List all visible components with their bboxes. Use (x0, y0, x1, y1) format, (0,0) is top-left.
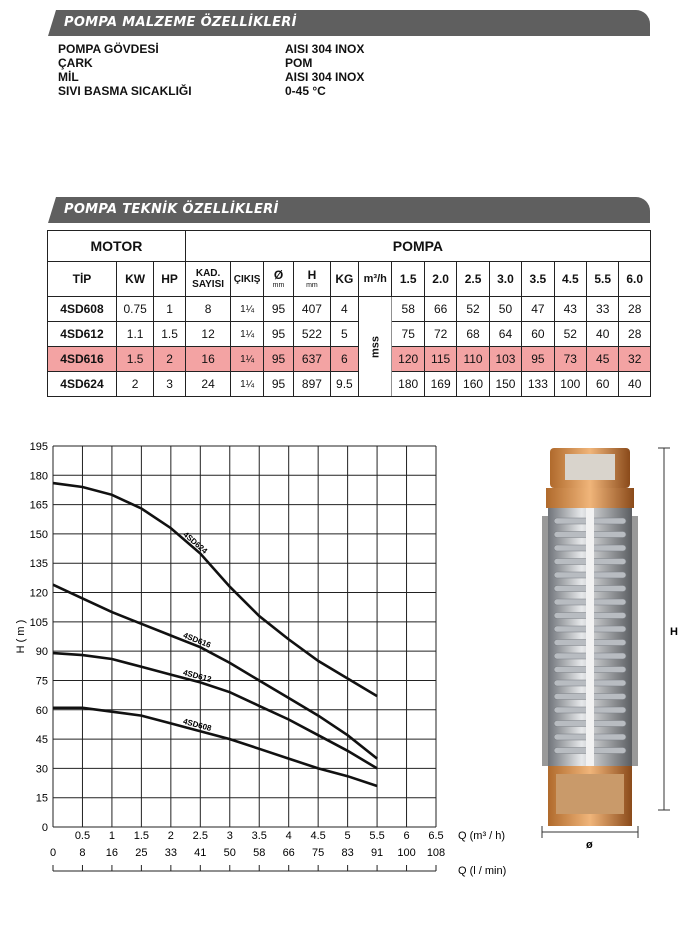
x-tick-label-lmin: 16 (105, 847, 119, 859)
cell-kw: 0.75 (116, 297, 153, 322)
cell-hp: 1 (154, 297, 185, 322)
x-tick-label-m3h: 3 (226, 830, 233, 842)
cell-cikis: 1¼ (231, 372, 263, 397)
series-label: 4SD612 (182, 667, 213, 685)
cell-head-value: 28 (619, 322, 651, 347)
cell-head-value: 73 (554, 347, 586, 372)
y-tick-label: 120 (29, 587, 48, 600)
table-row (48, 297, 651, 322)
x-axis-label-m3h: Q (m³ / h) (458, 830, 506, 842)
cell-head-value: 50 (489, 297, 521, 322)
flow-header: 4.5 (554, 262, 586, 297)
x-tick-label-lmin: 0 (49, 847, 57, 859)
cell-kg: 4 (330, 297, 358, 322)
material-key: SIVI BASMA SICAKLIĞI (58, 84, 192, 98)
cell-cikis: 1¼ (231, 297, 263, 322)
x-tick-label-m3h: 3.5 (251, 830, 267, 842)
y-tick-label: 0 (41, 822, 48, 834)
cell-head-value: 110 (457, 347, 489, 372)
cell-head-value: 169 (424, 372, 456, 397)
cell-head-value: 40 (587, 322, 619, 347)
cell-hp: 2 (154, 347, 185, 372)
col-m3h: m³/h (359, 262, 392, 297)
x-tick-label-m3h: 4 (285, 830, 292, 842)
pump-body (542, 448, 638, 826)
col-diam: Ø mm (263, 262, 293, 297)
flow-header: 1.5 (392, 262, 424, 297)
cell-head-value: 32 (619, 347, 651, 372)
cell-diam: 95 (263, 322, 293, 347)
cell-head-value: 95 (522, 347, 554, 372)
col-h: H mm (294, 262, 330, 297)
cell-h: 897 (294, 372, 330, 397)
material-key: ÇARK (58, 56, 93, 70)
x-tick-label-m3h: 5.5 (369, 830, 385, 842)
x-tick-label-lmin: 66 (282, 847, 295, 859)
series-label: 4SD608 (182, 716, 213, 733)
cell-head-value: 40 (619, 372, 651, 397)
cell-cikis: 1¼ (231, 322, 263, 347)
flow-header: 3.5 (522, 262, 554, 297)
material-value: AISI 304 INOX (285, 70, 365, 84)
cell-kg: 5 (330, 322, 358, 347)
technical-banner: POMPA TEKNİK ÖZELLİKLERİ (48, 197, 650, 223)
cell-head-value: 75 (392, 322, 424, 347)
series-line-4SD608 (53, 708, 377, 786)
x-tick-label-m3h: 2.5 (192, 830, 208, 842)
motor-header: MOTOR (48, 231, 186, 262)
x-tick-label-m3h: 4.5 (310, 830, 326, 842)
cell-h: 637 (294, 347, 330, 372)
y-tick-label: 45 (35, 734, 48, 747)
cell-tip: 4SD616 (48, 347, 117, 372)
x-tick-label-m3h: 2 (167, 830, 174, 842)
x-tick-label-m3h: 1 (108, 830, 115, 842)
material-value: POM (285, 56, 313, 70)
cell-kw: 1.5 (116, 347, 153, 372)
flow-header: 3.0 (489, 262, 521, 297)
cell-diam: 95 (263, 372, 293, 397)
y-tick-label: 15 (35, 792, 48, 805)
x-tick-label-lmin: 50 (223, 847, 236, 859)
x-tick-label-m3h: 6 (403, 830, 410, 842)
y-tick-label: 90 (35, 646, 48, 659)
x-tick-label-m3h: 5 (344, 830, 351, 842)
table-row (48, 347, 651, 372)
cell-h: 522 (294, 322, 330, 347)
y-tick-label: 165 (29, 499, 48, 512)
cell-head-value: 52 (554, 322, 586, 347)
cell-head-value: 160 (457, 372, 489, 397)
cell-tip: 4SD608 (48, 297, 117, 322)
cell-head-value: 120 (392, 347, 424, 372)
y-axis-label: H ( m ) (15, 619, 27, 654)
material-value: 0-45 °C (285, 84, 326, 98)
cell-tip: 4SD624 (48, 372, 117, 397)
cell-kw: 2 (116, 372, 153, 397)
x-tick-label-m3h: 6.5 (428, 830, 444, 842)
cell-head-value: 133 (522, 372, 554, 397)
y-tick-label: 195 (29, 441, 48, 453)
cell-head-value: 45 (587, 347, 619, 372)
x-tick-label-m3h: 0.5 (74, 830, 91, 842)
cell-head-value: 64 (489, 322, 521, 347)
cell-h: 407 (294, 297, 330, 322)
x-tick-label-lmin: 58 (253, 847, 266, 859)
x-tick-label-lmin: 83 (341, 847, 354, 859)
cell-head-value: 68 (457, 322, 489, 347)
cell-tip: 4SD612 (48, 322, 117, 347)
pompa-header: POMPA (185, 231, 650, 262)
col-hp: HP (154, 262, 185, 297)
table-row (48, 372, 651, 397)
cell-head-value: 72 (424, 322, 456, 347)
x-axis-label-lmin: Q (l / min) (458, 865, 507, 877)
y-tick-label: 150 (29, 528, 48, 541)
cell-cikis: 1¼ (231, 347, 263, 372)
flow-header: 2.5 (457, 262, 489, 297)
y-tick-label: 60 (35, 704, 48, 717)
col-kw: KW (116, 262, 153, 297)
cell-head-value: 150 (489, 372, 521, 397)
material-row (58, 56, 364, 70)
flow-header: 2.0 (424, 262, 456, 297)
cell-kad: 16 (185, 347, 231, 372)
cell-head-value: 28 (619, 297, 651, 322)
x-tick-label-lmin: 8 (79, 847, 86, 859)
grid (53, 446, 436, 827)
x-tick-label-lmin: 25 (135, 847, 148, 859)
pump-diagram (520, 440, 690, 860)
cell-hp: 1.5 (154, 322, 185, 347)
cell-head-value: 43 (554, 297, 586, 322)
flow-header: 6.0 (619, 262, 651, 297)
series-line-4SD624 (53, 483, 377, 696)
cell-head-value: 60 (587, 372, 619, 397)
cell-head-value: 58 (392, 297, 424, 322)
y-tick-label: 105 (29, 616, 48, 629)
mss-cell: mss (359, 297, 392, 397)
material-value: AISI 304 INOX (285, 42, 365, 56)
x-tick-label-m3h: 1.5 (133, 830, 150, 842)
y-tick-label: 30 (35, 763, 48, 776)
cell-diam: 95 (263, 347, 293, 372)
material-key: MİL (58, 70, 79, 84)
series-label: 4SD616 (181, 630, 213, 650)
spec-table (47, 230, 651, 397)
flow-header: 5.5 (587, 262, 619, 297)
x-tick-label-lmin: 91 (370, 847, 384, 859)
cell-kw: 1.1 (116, 322, 153, 347)
cell-head-value: 33 (587, 297, 619, 322)
col-tip: TİP (48, 262, 117, 297)
cell-head-value: 100 (554, 372, 586, 397)
cell-kad: 8 (185, 297, 231, 322)
materials-banner: POMPA MALZEME ÖZELLİKLERİ (48, 10, 650, 36)
cell-head-value: 66 (424, 297, 456, 322)
y-tick-label: 180 (29, 470, 48, 483)
cell-kg: 6 (330, 347, 358, 372)
x-tick-label-lmin: 33 (164, 847, 177, 859)
x-tick-label-lmin: 75 (312, 847, 325, 859)
table-row (48, 322, 651, 347)
material-key: POMPA GÖVDESİ (58, 42, 159, 56)
x-tick-label-lmin: 108 (426, 847, 446, 859)
cell-head-value: 180 (392, 372, 424, 397)
x-tick-label-lmin: 41 (194, 847, 207, 859)
col-kg: KG (330, 262, 358, 297)
material-row (58, 84, 364, 98)
cell-hp: 3 (154, 372, 185, 397)
series-label: 4SD624 (181, 529, 210, 556)
cell-head-value: 60 (522, 322, 554, 347)
cell-kad: 24 (185, 372, 231, 397)
cell-head-value: 47 (522, 297, 554, 322)
col-cikis: ÇIKIŞ (231, 262, 263, 297)
y-tick-label: 75 (35, 675, 48, 688)
series-line-4SD616 (53, 585, 377, 759)
cell-head-value: 52 (457, 297, 489, 322)
cell-kad: 12 (185, 322, 231, 347)
cell-head-value: 115 (424, 347, 456, 372)
diameter-label: ø (586, 839, 593, 851)
x-tick-label-lmin: 100 (397, 847, 416, 859)
cell-kg: 9.5 (330, 372, 358, 397)
material-row (58, 42, 364, 56)
col-kad: KAD. SAYISI (185, 262, 231, 297)
cell-diam: 95 (263, 297, 293, 322)
cell-head-value: 103 (489, 347, 521, 372)
y-tick-label: 135 (29, 558, 48, 571)
height-label: H (670, 626, 678, 638)
materials-list (58, 42, 364, 98)
material-row (58, 70, 364, 84)
